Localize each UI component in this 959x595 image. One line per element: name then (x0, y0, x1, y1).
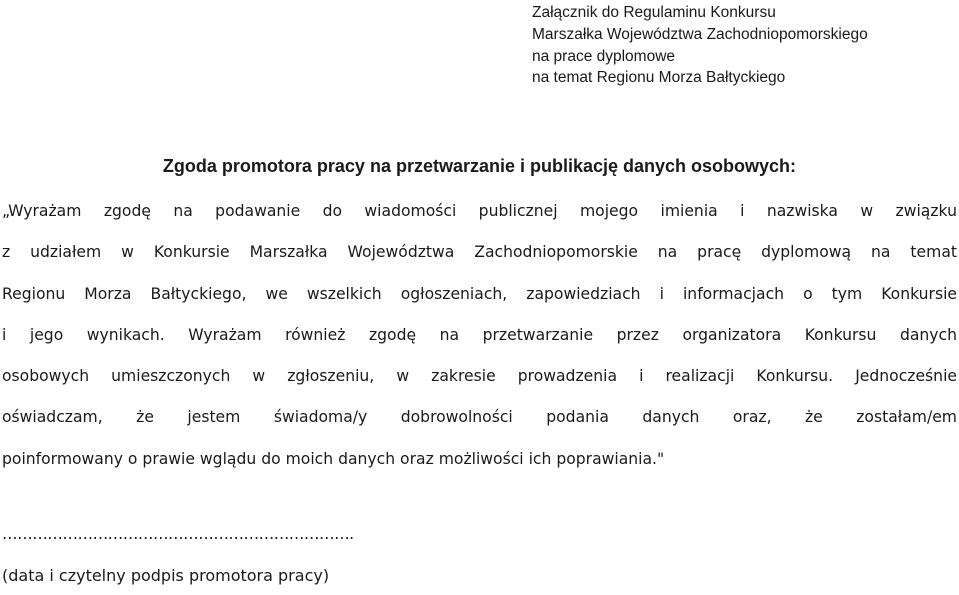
signature-line: ……………………………………………………………. (2, 525, 354, 543)
annex-line: na prace dyplomowe (532, 47, 676, 65)
consent-paragraph (2, 197, 957, 486)
paragraph-line: i jego wynikach. Wyrażam również zgodę na przetwarzanie przez organizatora Konkursu danych (2, 325, 957, 344)
annex-line: Marszałka Województwa Zachodniopomorskiego (532, 25, 868, 43)
annex-line: na temat Regionu Morza Bałtyckiego (532, 69, 786, 87)
paragraph-line: z udziałem w Konkursie Marszałka Województwa Zachodniopomorskie na pracę dyplomową na temat (2, 243, 957, 262)
annex-header (532, 2, 868, 89)
paragraph-line: osobowych umieszczonych w zgłoszeniu, w zakresie prowadzenia i realizacji Konkursu. Jednocześnie (2, 367, 957, 386)
paragraph-line: oświadczam, że jestem świadoma/y dobrowolności podania danych oraz, że zostałam/em (2, 408, 957, 427)
paragraph-line: „Wyrażam zgodę na podawanie do wiadomości publicznej mojego imienia i nazwiska w związku (2, 202, 957, 220)
paragraph-line: Regionu Morza Bałtyckiego, we wszelkich ogłoszeniach, zapowiedziach i informacjach o tym Konkursie (2, 284, 957, 303)
consent-title: Zgoda promotora pracy na przetwarzanie i publikację danych osobowych: (162, 156, 797, 176)
annex-line: Załącznik do Regulaminu Konkursu (532, 4, 776, 21)
signature-caption: (data i czytelny podpis promotora pracy) (2, 566, 330, 585)
paragraph-line: poinformowany o prawie wglądu do moich danych oraz możliwości ich poprawiania." (2, 449, 665, 468)
